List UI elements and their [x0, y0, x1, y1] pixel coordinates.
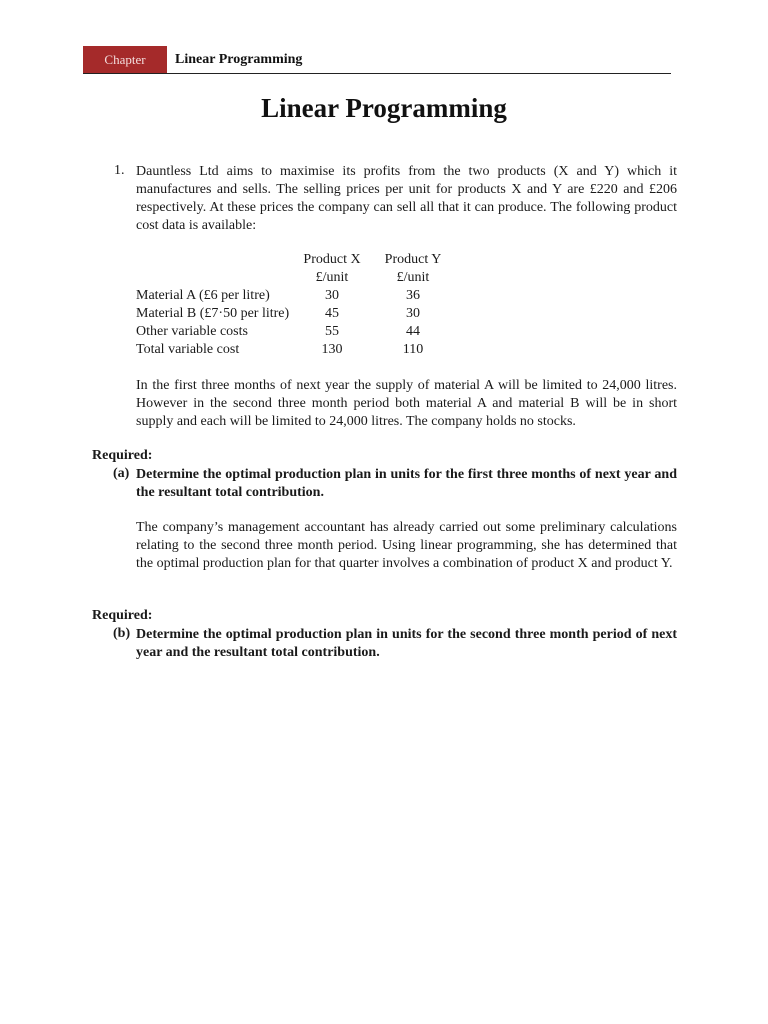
part-a-letter: (a) [113, 466, 130, 481]
row-label: Other variable costs [136, 324, 248, 339]
required-label: Required: [92, 608, 153, 623]
part-b-letter: (b) [113, 626, 131, 641]
col-x-header: Product X [303, 252, 361, 267]
header-title: Linear Programming [175, 52, 303, 67]
row-x-value: 45 [325, 306, 339, 321]
chapter-tab: Chapter [83, 46, 167, 73]
accountant-paragraph: The company’s management accountant has already carried out some preliminary calculations relating to the second three month period. Using linear programming, she has determined that the optimal production plan for that quarter involves a combination of product X and product Y. [136, 520, 677, 571]
row-y-value: 110 [402, 342, 424, 357]
col-y-header: Product Y [384, 252, 442, 267]
col-y-unit: £/unit [396, 270, 430, 285]
row-label: Material B (£7·50 per litre) [136, 306, 290, 321]
page-title: Linear Programming [261, 93, 507, 123]
row-y-value: 44 [406, 324, 420, 339]
question-intro: Dauntless Ltd aims to maximise its profits from the two products (X and Y) which it manufactures and sells. The selling prices per unit for products X and Y are £220 and £206 respectively. At these prices the company can sell all that it can produce. The following product cost data is available: [136, 164, 677, 233]
supply-paragraph: In the first three months of next year the supply of material A will be limited to 24,000 litres. However in the second three month period both material A and material B will be in short supply and each will be limited to 24,000 litres. The company holds no stocks. [136, 378, 677, 429]
row-y-value: 36 [406, 288, 420, 303]
row-label: Total variable cost [136, 342, 240, 357]
row-x-value: 55 [325, 324, 339, 339]
part-b-text: Determine the optimal production plan in units for the second three month period of next year and the resultant total contribution. [136, 627, 677, 660]
row-x-value: 30 [325, 288, 339, 303]
row-label: Material A (£6 per litre) [136, 288, 270, 303]
row-y-value: 30 [406, 306, 420, 321]
row-x-value: 130 [321, 342, 343, 357]
required-label: Required: [92, 448, 153, 463]
header-divider [83, 73, 671, 74]
page-header [83, 46, 671, 74]
question-number: 1. [114, 163, 125, 178]
part-a-text: Determine the optimal production plan in units for the first three months of next year and the resultant total contribution. [136, 467, 677, 500]
col-x-unit: £/unit [315, 270, 349, 285]
